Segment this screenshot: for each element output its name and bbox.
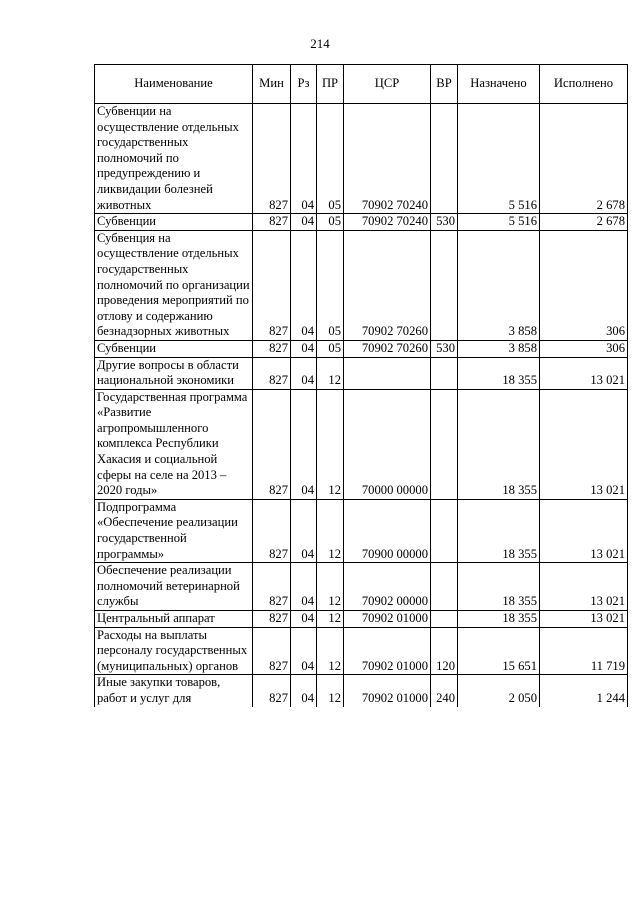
cell-csr [344,357,431,389]
cell-assigned: 5 516 [458,104,540,214]
cell-min: 827 [253,627,291,675]
table-row [95,340,628,357]
table-header-row [95,65,628,104]
cell-assigned: 18 355 [458,357,540,389]
cell-pr: 05 [317,340,344,357]
cell-assigned: 18 355 [458,499,540,562]
cell-min: 827 [253,104,291,214]
cell-rz: 04 [291,214,317,231]
table-row [95,230,628,340]
cell-name: Обеспечение реализации полномочий ветеринарной службы [95,563,253,611]
cell-rz: 04 [291,389,317,499]
table-row [95,357,628,389]
cell-name: Субвенции [95,340,253,357]
cell-rz: 04 [291,357,317,389]
cell-vr [431,230,458,340]
table-row [95,499,628,562]
cell-name: Субвенции на осуществление отдельных государственных полномочий по предупреждению и ликвидации болезней животных [95,104,253,214]
header-pr: ПР [317,65,344,104]
cell-rz: 04 [291,563,317,611]
cell-min: 827 [253,563,291,611]
cell-assigned: 18 355 [458,389,540,499]
cell-vr: 530 [431,214,458,231]
cell-pr: 05 [317,214,344,231]
cell-name: Подпрограмма «Обеспечение реализации государственной программы» [95,499,253,562]
cell-assigned: 18 355 [458,563,540,611]
cell-vr [431,104,458,214]
cell-rz: 04 [291,611,317,628]
cell-pr: 12 [317,675,344,707]
cell-csr: 70902 00000 [344,563,431,611]
cell-rz: 04 [291,627,317,675]
header-executed: Исполнено [540,65,628,104]
header-name: Наименование [95,65,253,104]
cell-executed: 13 021 [540,499,628,562]
cell-csr: 70000 00000 [344,389,431,499]
cell-assigned: 3 858 [458,230,540,340]
cell-csr: 70902 70260 [344,340,431,357]
cell-min: 827 [253,214,291,231]
cell-name: Государственная программа «Развитие агропромышленного комплекса Республики Хакасия и социальной сферы на селе на 2013 – 2020 годы» [95,389,253,499]
table-row [95,104,628,214]
cell-vr [431,563,458,611]
cell-pr: 12 [317,563,344,611]
header-assigned: Назначено [458,65,540,104]
cell-csr: 70902 70240 [344,104,431,214]
page-number: 214 [310,36,330,51]
cell-csr: 70902 70260 [344,230,431,340]
cell-min: 827 [253,499,291,562]
cell-assigned: 15 651 [458,627,540,675]
cell-min: 827 [253,230,291,340]
cell-rz: 04 [291,104,317,214]
table-row [95,627,628,675]
cell-vr: 240 [431,675,458,707]
cell-executed: 1 244 [540,675,628,707]
cell-executed: 13 021 [540,611,628,628]
table-row [95,675,628,707]
cell-pr: 12 [317,357,344,389]
cell-csr: 70902 01000 [344,611,431,628]
table-row [95,563,628,611]
header-rz: Рз [291,65,317,104]
table-row [95,611,628,628]
header-min: Мин [253,65,291,104]
cell-executed: 13 021 [540,357,628,389]
cell-name: Субвенция на осуществление отдельных государственных полномочий по организации проведения мероприятий по отлову и содержанию безнадзорных животных [95,230,253,340]
cell-name: Расходы на выплаты персоналу государственных (муниципальных) органов [95,627,253,675]
cell-vr [431,499,458,562]
cell-rz: 04 [291,675,317,707]
cell-min: 827 [253,389,291,499]
cell-pr: 12 [317,499,344,562]
budget-table [94,64,628,707]
table-body [95,104,628,707]
cell-pr: 05 [317,104,344,214]
cell-vr: 530 [431,340,458,357]
cell-name: Другие вопросы в области национальной экономики [95,357,253,389]
cell-assigned: 2 050 [458,675,540,707]
cell-csr: 70900 00000 [344,499,431,562]
cell-name: Центральный аппарат [95,611,253,628]
cell-pr: 12 [317,627,344,675]
cell-executed: 2 678 [540,104,628,214]
cell-vr [431,611,458,628]
cell-executed: 306 [540,340,628,357]
cell-assigned: 5 516 [458,214,540,231]
cell-vr [431,389,458,499]
cell-name: Иные закупки товаров, работ и услуг для [95,675,253,707]
cell-pr: 12 [317,611,344,628]
cell-csr: 70902 70240 [344,214,431,231]
cell-pr: 05 [317,230,344,340]
cell-executed: 11 719 [540,627,628,675]
header-vr: ВР [431,65,458,104]
cell-executed: 13 021 [540,389,628,499]
cell-pr: 12 [317,389,344,499]
cell-assigned: 18 355 [458,611,540,628]
cell-name: Субвенции [95,214,253,231]
cell-rz: 04 [291,340,317,357]
cell-rz: 04 [291,230,317,340]
cell-vr: 120 [431,627,458,675]
cell-rz: 04 [291,499,317,562]
cell-executed: 2 678 [540,214,628,231]
header-csr: ЦСР [344,65,431,104]
cell-min: 827 [253,675,291,707]
cell-assigned: 3 858 [458,340,540,357]
cell-csr: 70902 01000 [344,627,431,675]
table-row [95,389,628,499]
cell-executed: 306 [540,230,628,340]
cell-csr: 70902 01000 [344,675,431,707]
table-row [95,214,628,231]
cell-executed: 13 021 [540,563,628,611]
cell-vr [431,357,458,389]
cell-min: 827 [253,340,291,357]
cell-min: 827 [253,357,291,389]
cell-min: 827 [253,611,291,628]
